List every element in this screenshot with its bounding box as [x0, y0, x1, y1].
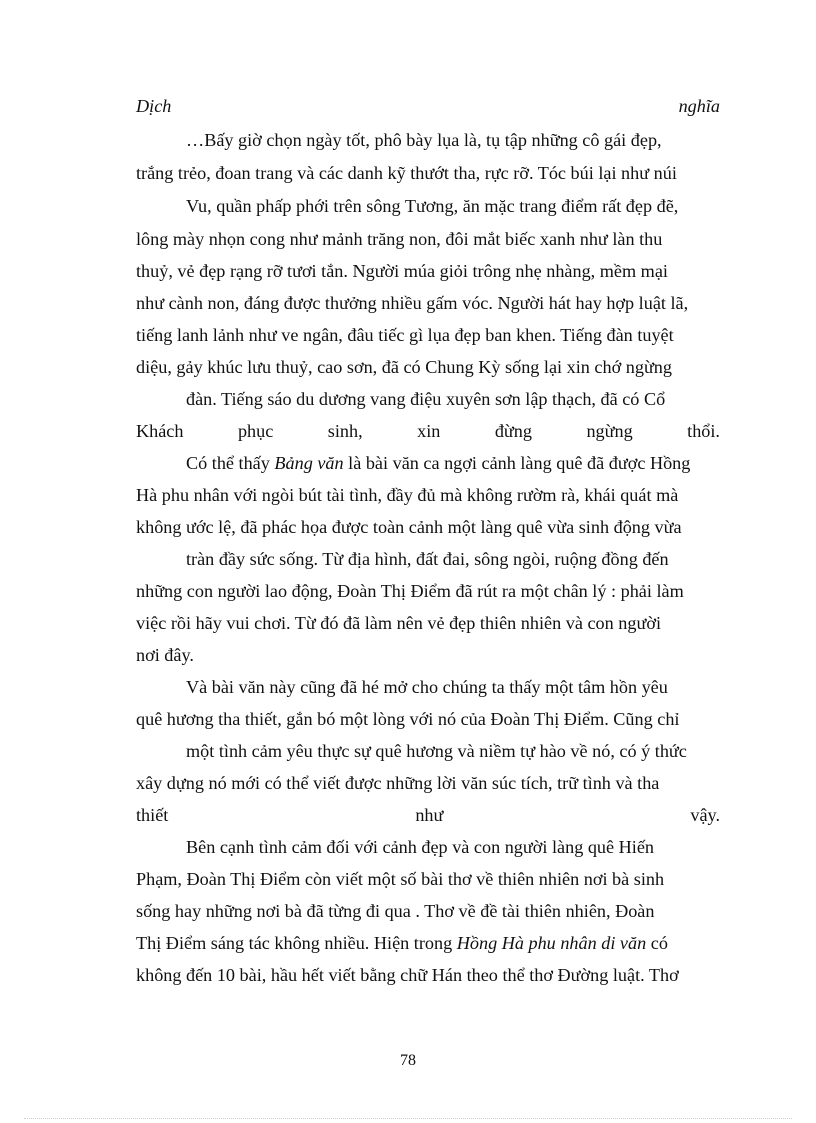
text-line-justified: [136, 416, 720, 446]
text-line: [136, 928, 668, 958]
word: phục: [237, 421, 274, 441]
text-line: Bên cạnh tình cảm đối với cảnh đẹp và con người làng quê Hiến: [186, 837, 654, 857]
text-segment: Có thể thấy: [186, 453, 275, 473]
text-line: sống hay những nơi bà đã từng đi qua . Thơ về đề tài thiên nhiên, Đoàn: [136, 901, 655, 921]
word: thổi.: [687, 421, 720, 441]
text-line: …Bấy giờ chọn ngày tốt, phô bày lụa là, tụ tập những cô gái đẹp,: [186, 130, 662, 150]
text-line: Hà phu nhân với ngòi bút tài tình, đầy đủ mà không rườm rà, khái quát mà: [136, 485, 679, 505]
text-line: xây dựng nó mới có thể viết được những lời văn súc tích, trữ tình và tha: [136, 773, 660, 793]
text-line: đàn. Tiếng sáo du dương vang điệu xuyên sơn lập thạch, đã có Cổ: [186, 389, 666, 409]
text-line: việc rồi hãy vui chơi. Từ đó đã làm nên vẻ đẹp thiên nhiên và con người: [136, 613, 661, 633]
text-line-justified: [136, 800, 720, 830]
text-line: không đến 10 bài, hầu hết viết bằng chữ Hán theo thể thơ Đường luật. Thơ: [136, 965, 679, 985]
word: xin: [417, 421, 441, 441]
word: đừng: [494, 421, 532, 441]
text-line: quê hương tha thiết, gắn bó một lòng với nó của Đoàn Thị Điểm. Cũng chỉ: [136, 709, 680, 729]
text-line: thuỷ, vẻ đẹp rạng rỡ tươi tắn. Người múa giỏi trông nhẹ nhàng, mềm mại: [136, 261, 668, 281]
text-line: không ước lệ, đã phác họa được toàn cảnh một làng quê vừa sinh động vừa: [136, 517, 682, 537]
text-line: Phạm, Đoàn Thị Điểm còn viết một số bài thơ về thiên nhiên nơi bà sinh: [136, 869, 665, 889]
text-line: lông mày nhọn cong như mảnh trăng non, đôi mắt biếc xanh như làn thu: [136, 229, 663, 249]
section-heading: [136, 91, 720, 121]
work-title: Hồng Hà phu nhân di văn: [456, 933, 647, 953]
text-line: tiếng lanh lảnh như ve ngân, đâu tiếc gì lụa đẹp ban khen. Tiếng đàn tuyệt: [136, 325, 674, 345]
text-segment: Thị Điểm sáng tác không nhiều. Hiện trong: [136, 933, 457, 953]
text-segment: có: [646, 933, 668, 953]
text-line: Vu, quần phấp phới trên sông Tương, ăn mặc trang điểm rất đẹp đẽ,: [186, 196, 679, 216]
text-line: những con người lao động, Đoàn Thị Điểm đã rút ra một chân lý : phải làm: [136, 581, 684, 601]
word: Khách: [136, 421, 184, 441]
word: như: [415, 805, 444, 825]
text-segment: là bài văn ca ngợi cảnh làng quê đã được Hồng: [343, 453, 691, 473]
word: thiết: [136, 805, 169, 825]
word: sinh,: [327, 421, 363, 441]
text-line: diệu, gảy khúc lưu thuỷ, cao sơn, đã có Chung Kỳ sống lại xin chớ ngừng: [136, 357, 672, 377]
page-number: 78: [400, 1052, 416, 1069]
text-line: như cành non, đáng được thưởng nhiều gấm vóc. Người hát hay hợp luật lã,: [136, 293, 689, 313]
word: ngừng: [586, 421, 633, 441]
heading-right: nghĩa: [678, 96, 720, 116]
word: vậy.: [690, 805, 720, 825]
text-line: tràn đầy sức sống. Từ địa hình, đất đai, sông ngòi, ruộng đồng đến: [186, 549, 669, 569]
text-line: Và bài văn này cũng đã hé mở cho chúng ta thấy một tâm hồn yêu: [186, 677, 668, 697]
work-title: Bảng văn: [274, 453, 344, 473]
text-line: [186, 448, 690, 478]
text-line: một tình cảm yêu thực sự quê hương và niềm tự hào về nó, có ý thức: [186, 741, 687, 761]
text-line: trắng trẻo, đoan trang và các danh kỹ thướt tha, rực rỡ. Tóc búi lại như núi: [136, 163, 677, 183]
footer-divider: [24, 1118, 792, 1119]
heading-left: Dịch: [136, 96, 172, 116]
text-line: nơi đây.: [136, 645, 194, 665]
